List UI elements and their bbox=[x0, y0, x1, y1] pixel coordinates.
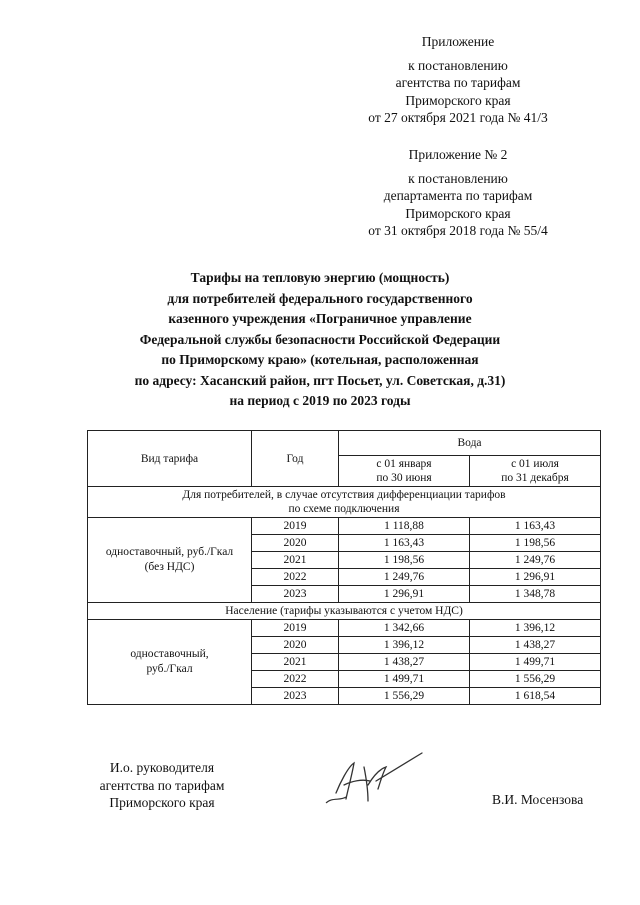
first-half-value: 1 342,66 bbox=[339, 620, 470, 637]
year-cell: 2021 bbox=[252, 654, 339, 671]
signatory-name: В.И. Мосензова bbox=[492, 792, 584, 807]
table-body bbox=[88, 487, 601, 705]
tariff-type-cell: одноставочный, руб./Гкал (без НДС) bbox=[88, 518, 252, 603]
tariff-type-cell: одноставочный, руб./Гкал bbox=[88, 620, 252, 705]
year-cell: 2019 bbox=[252, 518, 339, 535]
second-half-value: 1 396,12 bbox=[470, 620, 601, 637]
first-half-value: 1 499,71 bbox=[339, 671, 470, 688]
appendix-2-line: Приморского края bbox=[405, 205, 511, 221]
appendix-2-line: к постановлению bbox=[408, 170, 508, 186]
header-period-2: с 01 июля по 31 декабря bbox=[470, 456, 601, 487]
first-half-value: 1 163,43 bbox=[339, 535, 470, 552]
appendix-1-title: Приложение bbox=[421, 34, 495, 49]
appendix-1-line: агентства по тарифам bbox=[395, 75, 521, 90]
signatory-position-line: агентства по тарифам bbox=[99, 777, 225, 793]
appendix-1-line: Приморского края bbox=[405, 92, 511, 108]
title-line: для потребителей федерального государственного bbox=[167, 290, 473, 306]
signatory-position-line: И.о. руководителя bbox=[109, 760, 215, 775]
tariff-table bbox=[87, 430, 601, 705]
year-cell: 2022 bbox=[252, 671, 339, 688]
appendix-2-line: от 31 октября 2018 года № 55/4 bbox=[368, 223, 548, 238]
first-half-value: 1 396,12 bbox=[339, 637, 470, 654]
title-line: по адресу: Хасанский район, пгт Посьет, ул. Советская, д.31) bbox=[134, 372, 506, 388]
document-title bbox=[90, 268, 550, 412]
first-half-value: 1 118,88 bbox=[339, 518, 470, 535]
appendix-1-block bbox=[338, 33, 578, 127]
title-line: по Приморскому краю» (котельная, расположенная bbox=[161, 352, 479, 367]
year-cell: 2023 bbox=[252, 586, 339, 603]
first-half-value: 1 249,76 bbox=[339, 569, 470, 586]
second-half-value: 1 198,56 bbox=[470, 535, 601, 552]
second-half-value: 1 499,71 bbox=[470, 654, 601, 671]
signatory-position bbox=[78, 759, 246, 812]
second-half-value: 1 296,91 bbox=[470, 569, 601, 586]
second-half-value: 1 249,76 bbox=[470, 552, 601, 569]
signatory-position-line: Приморского края bbox=[109, 795, 215, 810]
section-heading: Для потребителей, в случае отсутствия дифференциации тарифов по схеме подключения bbox=[88, 487, 601, 518]
year-cell: 2023 bbox=[252, 688, 339, 705]
table-row bbox=[88, 620, 601, 637]
second-half-value: 1 556,29 bbox=[470, 671, 601, 688]
title-line: Тарифы на тепловую энергию (мощность) bbox=[190, 270, 450, 285]
year-cell: 2022 bbox=[252, 569, 339, 586]
first-half-value: 1 198,56 bbox=[339, 552, 470, 569]
appendix-1-line: к постановлению bbox=[408, 57, 508, 73]
appendix-2-block bbox=[338, 146, 578, 240]
header-year: Год bbox=[252, 431, 339, 487]
title-line: Федеральной службы безопасности Российской Федерации bbox=[139, 331, 501, 347]
second-half-value: 1 348,78 bbox=[470, 586, 601, 603]
year-cell: 2021 bbox=[252, 552, 339, 569]
handwritten-signature bbox=[318, 745, 428, 815]
section-heading-row bbox=[88, 603, 601, 620]
header-period-1: с 01 января по 30 июня bbox=[339, 456, 470, 487]
table-row bbox=[88, 518, 601, 535]
section-heading-row bbox=[88, 487, 601, 518]
header-tariff-type: Вид тарифа bbox=[88, 431, 252, 487]
first-half-value: 1 438,27 bbox=[339, 654, 470, 671]
header-water: Вода bbox=[339, 431, 601, 456]
appendix-2-line: департамента по тарифам bbox=[383, 188, 533, 203]
year-cell: 2020 bbox=[252, 535, 339, 552]
second-half-value: 1 163,43 bbox=[470, 518, 601, 535]
first-half-value: 1 296,91 bbox=[339, 586, 470, 603]
appendix-2-title: Приложение № 2 bbox=[408, 147, 508, 162]
appendix-1-line: от 27 октября 2021 года № 41/3 bbox=[368, 110, 548, 125]
second-half-value: 1 618,54 bbox=[470, 688, 601, 705]
first-half-value: 1 556,29 bbox=[339, 688, 470, 705]
second-half-value: 1 438,27 bbox=[470, 637, 601, 654]
section-heading: Население (тарифы указываются с учетом НДС) bbox=[88, 603, 601, 620]
title-line: казенного учреждения «Пограничное управление bbox=[168, 311, 472, 326]
title-line: на период с 2019 по 2023 годы bbox=[229, 393, 411, 408]
year-cell: 2020 bbox=[252, 637, 339, 654]
year-cell: 2019 bbox=[252, 620, 339, 637]
